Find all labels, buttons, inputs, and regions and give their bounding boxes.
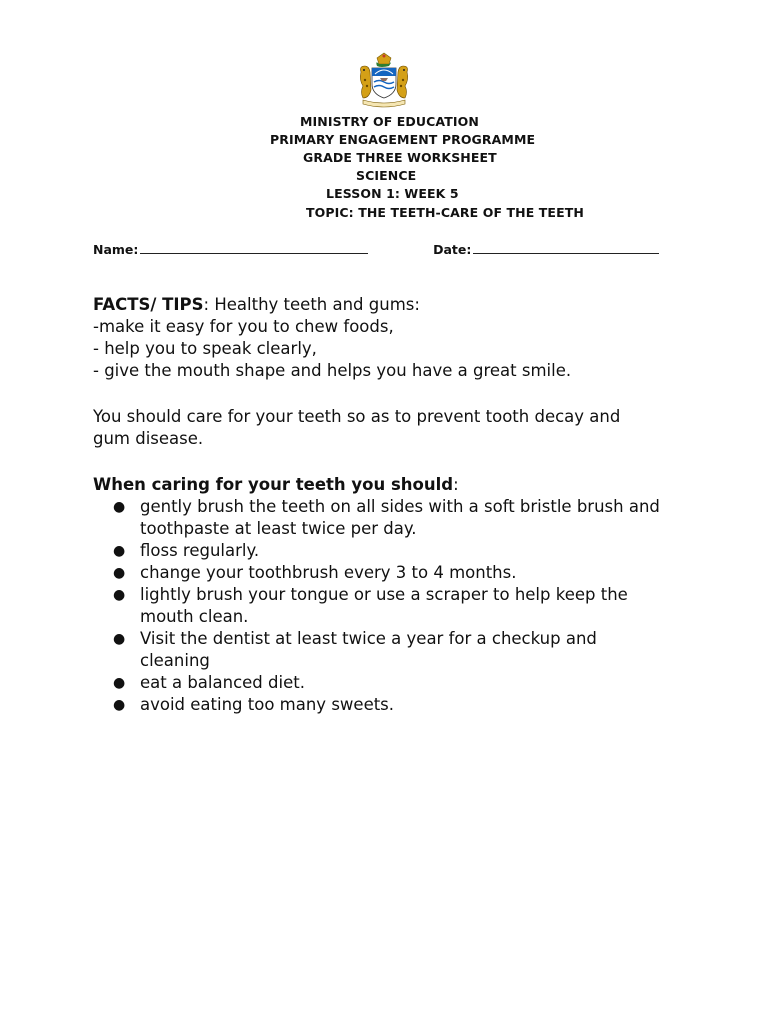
- care-list: [93, 496, 693, 716]
- care-intro-line: You should care for your teeth so as to prevent tooth decay and: [93, 407, 621, 426]
- list-item: ● avoid eating too many sweets.: [113, 695, 395, 714]
- bullet-icon: ●: [113, 543, 126, 559]
- facts-line: -make it easy for you to chew foods,: [93, 317, 394, 336]
- bullet-icon: ●: [113, 675, 126, 691]
- bullet-icon: ●: [113, 499, 126, 515]
- facts-intro: : Healthy teeth and gums:: [203, 295, 420, 314]
- bullet-icon: ●: [113, 697, 126, 713]
- care-heading-colon: :: [453, 475, 459, 494]
- list-item: ● eat a balanced diet.: [113, 673, 305, 692]
- care-intro-paragraph: [93, 406, 620, 450]
- subject-title: SCIENCE: [356, 168, 417, 183]
- bullet-icon: ●: [113, 631, 126, 647]
- list-item: ● change your toothbrush every 3 to 4 months.: [113, 563, 517, 582]
- worksheet-title: GRADE THREE WORKSHEET: [303, 150, 497, 165]
- facts-line: - give the mouth shape and helps you have a great smile.: [93, 361, 572, 380]
- ministry-title: MINISTRY OF EDUCATION: [300, 114, 479, 129]
- name-date-row: [93, 241, 659, 257]
- date-label: Date:: [433, 242, 472, 257]
- list-item: ● floss regularly.: [113, 541, 260, 560]
- facts-line: - help you to speak clearly,: [93, 339, 317, 358]
- care-heading: When caring for your teeth you should: [93, 475, 454, 494]
- list-item: ● Visit the dentist at least twice a year for a checkup and cleaning: [113, 629, 597, 670]
- name-label: Name:: [93, 242, 139, 257]
- bullet-icon: ●: [113, 587, 126, 603]
- bullet-icon: ●: [113, 565, 126, 581]
- lesson-title: LESSON 1: WEEK 5: [326, 186, 459, 201]
- date-field[interactable]: [473, 241, 659, 254]
- care-heading-row: [93, 474, 459, 496]
- coat-of-arms-icon: [355, 52, 413, 108]
- list-item: ● lightly brush your tongue or use a scraper to help keep the mouth clean.: [113, 585, 628, 626]
- programme-title: PRIMARY ENGAGEMENT PROGRAMME: [270, 132, 536, 147]
- facts-heading: FACTS/ TIPS: [93, 295, 204, 314]
- facts-section: [93, 294, 571, 382]
- name-field[interactable]: [140, 241, 368, 254]
- list-item: ● gently brush the teeth on all sides with a soft bristle brush and toothpaste at least twice per day.: [113, 497, 660, 538]
- care-intro-line: gum disease.: [93, 429, 204, 448]
- topic-title: TOPIC: THE TEETH-CARE OF THE TEETH: [306, 205, 584, 220]
